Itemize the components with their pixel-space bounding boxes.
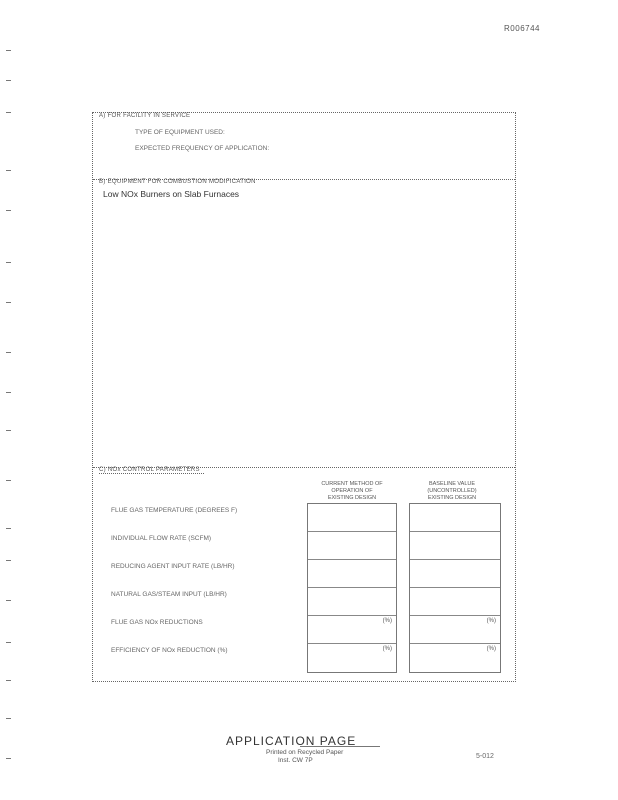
- column-head-line: EXISTING DESIGN: [427, 495, 477, 501]
- value-cell[interactable]: [410, 504, 500, 532]
- row-label: NATURAL GAS/STEAM INPUT (LB/HR): [111, 591, 227, 598]
- value-cell[interactable]: [410, 616, 500, 644]
- margin-tick: [6, 528, 11, 529]
- row-label: FLUE GAS TEMPERATURE (DEGREES F): [111, 507, 238, 514]
- equipment-type-label: TYPE OF EQUIPMENT USED:: [135, 129, 225, 136]
- document-id: R006744: [504, 24, 540, 33]
- margin-tick: [6, 718, 11, 719]
- cell-value: (%): [382, 646, 392, 652]
- footer-recycled-note: Printed on Recycled Paper: [266, 749, 344, 756]
- column-head-line: OPERATION OF: [331, 488, 373, 494]
- value-cell[interactable]: [308, 504, 396, 532]
- column-head-line: CURRENT METHOD OF: [321, 481, 383, 487]
- margin-tick: [6, 480, 11, 481]
- margin-tick: [6, 600, 11, 601]
- page-number: 5-012: [476, 753, 494, 760]
- value-cell[interactable]: [308, 644, 396, 671]
- margin-tick: [6, 680, 11, 681]
- margin-tick: [6, 430, 11, 431]
- column-head-line: (UNCONTROLLED): [427, 488, 477, 494]
- column-head-line: EXISTING DESIGN: [327, 495, 377, 501]
- margin-tick: [6, 352, 11, 353]
- value-cell[interactable]: [308, 532, 396, 560]
- cell-value: (%): [486, 646, 496, 652]
- row-label: INDIVIDUAL FLOW RATE (SCFM): [111, 535, 212, 542]
- value-cell[interactable]: [410, 532, 500, 560]
- footer-form-code: Inst. CW 7P: [278, 757, 313, 764]
- value-cell[interactable]: [308, 560, 396, 588]
- equipment-description: Low NOx Burners on Slab Furnaces: [103, 189, 240, 199]
- frequency-label: EXPECTED FREQUENCY OF APPLICATION:: [135, 145, 270, 152]
- value-cell[interactable]: [308, 616, 396, 644]
- cell-value: (%): [382, 618, 392, 624]
- section-c: [93, 467, 515, 681]
- margin-tick: [6, 392, 11, 393]
- footer-title: APPLICATION PAGE: [226, 734, 357, 748]
- section-b: [93, 179, 515, 468]
- section-a: [93, 113, 515, 180]
- row-label: EFFICIENCY OF NOx REDUCTION (%): [111, 647, 228, 654]
- section-c-header: C) NOx CONTROL PARAMETERS: [99, 467, 204, 474]
- footer-divider: [300, 746, 380, 747]
- margin-tick: [6, 170, 11, 171]
- section-b-header: B) EQUIPMENT FOR COMBUSTION MODIFICATION: [99, 179, 256, 185]
- margin-tick: [6, 642, 11, 643]
- value-cell[interactable]: [410, 588, 500, 616]
- value-cell[interactable]: [308, 588, 396, 616]
- margin-tick: [6, 758, 11, 759]
- binder-margin: [6, 40, 14, 780]
- cell-value: (%): [486, 618, 496, 624]
- column-head-current: [307, 481, 397, 502]
- margin-tick: [6, 80, 11, 81]
- form-frame: [92, 112, 516, 682]
- section-a-header: A) FOR FACILITY IN SERVICE: [99, 113, 191, 119]
- current-values-column: [307, 503, 397, 673]
- baseline-values-column: [409, 503, 501, 673]
- margin-tick: [6, 112, 11, 113]
- row-label: FLUE GAS NOx REDUCTIONS: [111, 619, 203, 626]
- margin-tick: [6, 560, 11, 561]
- column-head-line: BASELINE VALUE: [428, 481, 476, 487]
- margin-tick: [6, 302, 11, 303]
- margin-tick: [6, 210, 11, 211]
- margin-tick: [6, 262, 11, 263]
- value-cell[interactable]: [410, 560, 500, 588]
- value-cell[interactable]: [410, 644, 500, 671]
- row-label: REDUCING AGENT INPUT RATE (LB/HR): [111, 563, 235, 570]
- margin-tick: [6, 50, 11, 51]
- column-head-baseline: [407, 481, 497, 502]
